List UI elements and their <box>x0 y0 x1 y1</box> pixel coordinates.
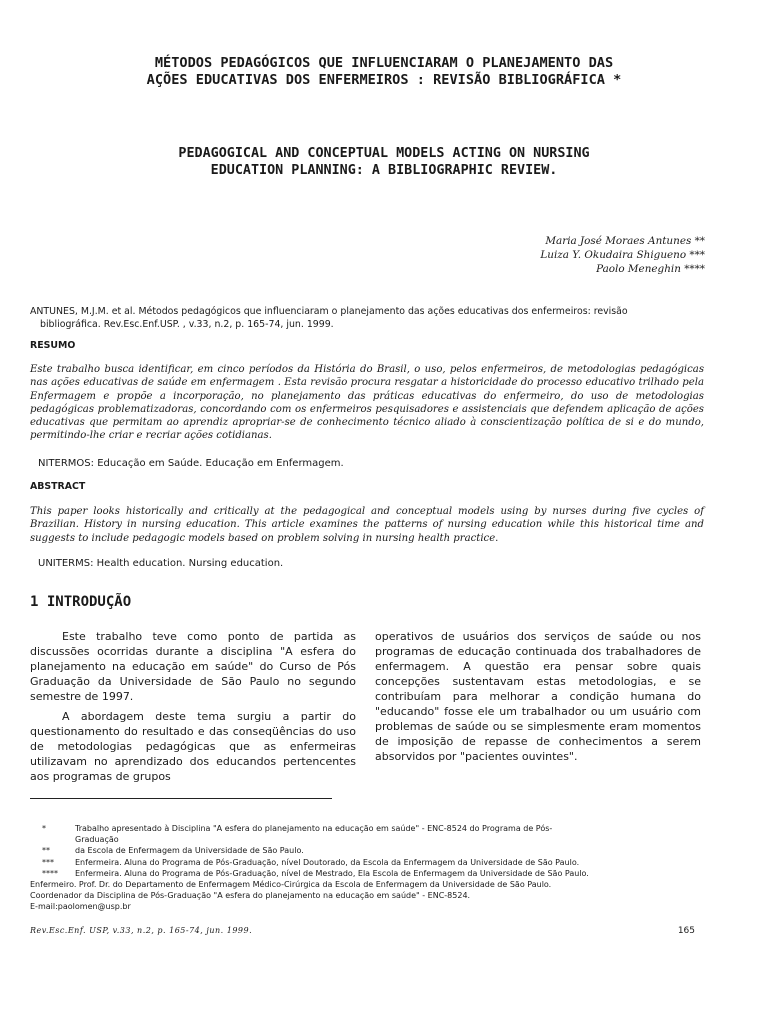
author-3: Paolo Meneghin **** <box>596 263 705 275</box>
title-pt-line-2: AÇÕES EDUCATIVAS DOS ENFERMEIROS : REVISÃO BIBLIOGRÁFICA * <box>146 72 622 88</box>
uniterms-keywords: UNITERMS: Health education. Nursing education. <box>38 558 284 569</box>
resumo-heading: RESUMO <box>30 340 76 351</box>
title-english <box>40 145 728 179</box>
footnote-3 <box>30 857 702 868</box>
footer-citation: Rev.Esc.Enf. USP, v.33, n.2, p. 165-74, jun. 1999. <box>30 926 253 935</box>
intro-paragraph-2: A abordagem deste tema surgiu a partir do questionamento do resultado e das conseqüências do uso de metodologias pedagógicas que as enfermeiras utilizavam no aprendizado dos educandos pertencentes aos programas de grupos <box>30 710 356 783</box>
nitermos-keywords: NITERMOS: Educação em Saúde. Educação em Enfermagem. <box>38 458 344 469</box>
section-heading-introduction: 1 INTRODUÇÃO <box>30 594 132 610</box>
title-portuguese <box>40 55 728 89</box>
footnote-mark: **** <box>42 868 58 878</box>
intro-right-column <box>375 629 701 769</box>
footnote-1-line-1: Trabalho apresentado à Disciplina "A esfera do planejamento na educação em saúde" - ENC-8524 do Programa de Pós- <box>75 824 553 833</box>
title-en-line-1: PEDAGOGICAL AND CONCEPTUAL MODELS ACTING ON NURSING <box>178 146 590 161</box>
footnote-tail-line-1: Enfermeiro. Prof. Dr. do Departamento de Enfermagem Médico-Cirúrgica da Escola de Enfermagem da Universidade de São Paulo. <box>30 880 552 890</box>
abstract-text: This paper looks historically and critically at the pedagogical and conceptual models using by nurses during five cycles of Brazilian. History in nursing education. This article examines the patterns of nursing education while this historical time and suggests to include pedagogic models based on problem solving in nursing health practice. <box>30 506 704 544</box>
author-1: Maria José Moraes Antunes ** <box>545 235 705 247</box>
title-pt-line-1: MÉTODOS PEDAGÓGICOS QUE INFLUENCIARAM O PLANEJAMENTO DAS <box>154 55 614 71</box>
reference-line-1: ANTUNES, M.J.M. et al. Métodos pedagógicos que influenciaram o planejamento das ações educativas dos enfermeiros: revisão <box>30 306 628 317</box>
resumo-text: Este trabalho busca identificar, em cinco períodos da História do Brasil, o uso, pelos enfermeiros, de metodologias pedagógicas nas ações educativas de saúde em enfermagem . Esta revisão procura resgatar a historicidade do processo educativo trilhado pela Enfermagem e propõe a incorporação, no planejamento das práticas educativas do enfermeiro, do uso de metodologias pedagógicas problematizadoras, concordando com os enfermeiros pesquisadores e assistenciais que defendem aplicação de ações educativas que permitam ao aprendiz apropriar-se de conhecimento técnico aliado à conscientização política de si e do mundo, permitindo-lhe criar e recriar ações cotidianas. <box>30 364 704 442</box>
citation-reference <box>30 305 710 331</box>
title-en-line-2: EDUCATION PLANNING: A BIBLIOGRAPHIC REVIEW. <box>210 163 558 178</box>
author-2: Luiza Y. Okudaira Shigueno *** <box>540 249 705 261</box>
footnote-2 <box>30 845 702 856</box>
footnote-3-text: Enfermeira. Aluna do Programa de Pós-Graduação, nível Doutorado, da Escola da Enfermagem da Universidade de São Paulo. <box>75 857 580 867</box>
footnote-tail-email: E-mail:paolomen@usp.br <box>30 902 131 912</box>
footnote-4-text: Enfermeira. Aluna do Programa de Pós-Graduação, nível de Mestrado, Ela Escola de Enfermagem da Universidade de São Paulo. <box>75 868 589 878</box>
footnote-mark: *** <box>42 857 54 867</box>
intro-paragraph-3: operativos de usuários dos serviços de saúde ou nos programas de educação continuada dos trabalhadores de enfermagem. A questão era pensar sobre quais concepções sustentavam estas metodologias, e se contribuíam para melhorar a condição humana do "educando" fosse ele um trabalhador ou um usuário com problemas de saúde ou se simplesmente eram momentos de imposição de repasse de conhecimentos a serem absorvidos por "pacientes ouvintes". <box>375 630 701 763</box>
footnote-tail-line-2: Coordenador da Disciplina de Pós-Graduação "A esfera do planejamento na educação em saúde" - ENC-8524. <box>30 891 471 901</box>
abstract-heading: ABSTRACT <box>30 481 86 492</box>
footnote-mark: * <box>42 824 46 833</box>
footnotes <box>30 823 702 913</box>
author-list <box>540 234 705 276</box>
intro-paragraph-1: Este trabalho teve como ponto de partida as discussões ocorridas durante a disciplina "A esfera do planejamento na educação em saúde" do Curso de Pós Graduação da Universidade de São Paulo no segundo semestre de 1997. <box>30 630 356 703</box>
footnote-4 <box>30 868 702 879</box>
reference-line-2: bibliográfica. Rev.Esc.Enf.USP. , v.33, n.2, p. 165-74, jun. 1999. <box>40 319 334 330</box>
footnote-mark: ** <box>42 846 50 856</box>
footnote-1 <box>30 823 702 845</box>
footnote-divider <box>30 798 332 799</box>
page-number: 165 <box>677 926 695 936</box>
intro-left-column <box>30 629 356 789</box>
footnote-2-text: da Escola de Enfermagem da Universidade de São Paulo. <box>75 846 304 856</box>
footnote-1-line-2: Graduação <box>75 835 119 845</box>
